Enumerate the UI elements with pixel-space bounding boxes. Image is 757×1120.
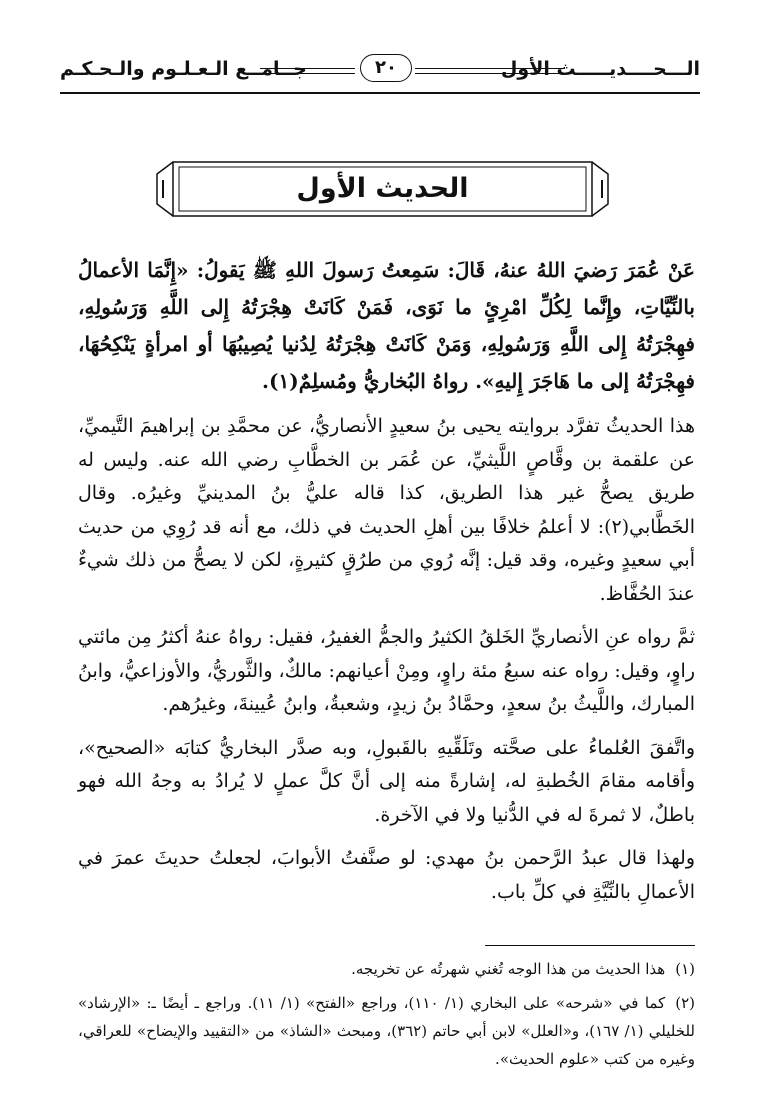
footnotes [78,955,695,1079]
chapter-title-box [155,160,610,218]
footnote [78,989,695,1073]
hadith-text: عَنْ عُمَرَ رَضيَ اللهُ عنهُ، قَالَ: سَمِعتُ رَسولَ اللهِ ﷺ يَقولُ: «إِنَّمَا الأعمالُ بالنِّيَّاتِ، وإِنَّما لِكُلِّ امْرِئٍ ما نَوَى، فَمَنْ كَانَتْ هِجْرَتُهُ إِلى اللَّهِ وَرَسُولِهِ، فهِجْرَتُهُ إِلى اللَّهِ وَرَسُولِهِ، وَمَنْ كَانَتْ هِجْرَتُهُ لِدُنيا يُصِيبُهَا أو امرأةٍ يَنْكِحُهَا، فهِجْرَتُهُ إلى ما هَاجَرَ إِليهِ». رواهُ البُخاريُّ ومُسلِمٌ(١). [78,258,695,393]
footnote-rule [485,945,695,946]
chapter-heading: الـــحــــديـــــث الأول [500,58,700,80]
header-double-rule-right [415,68,565,74]
paragraph: ثمَّ رواه عنِ الأنصاريِّ الخَلقُ الكثيرُ والجمُّ الغفيرُ، فقيل: رواهُ عنهُ أكثرُ مِن مائتي راوٍ، وقيل: رواه عنه سبعُ مئة راوٍ، ومِنْ أعيانهم: مالكٌ، والثَّوريُّ، والأوزاعيُّ، وابنُ المبارك، واللَّيثُ بنُ سعدٍ، وحمَّادُ بنُ زيدٍ، وشعبةُ، وابنُ عُيينةَ، وغيرُهم. [78,626,695,715]
book-title: جــامــع الـعـلـوم والـحـكـم [60,58,307,80]
main-text [78,252,695,919]
header-rule [60,92,700,94]
paragraph: ولهذا قال عبدُ الرَّحمن بنُ مهدي: لو صنَّفتُ الأبوابَ، لجعلتُ حديثَ عمرَ في الأعمالِ بالنِّيَّةِ في كلِّ باب. [78,847,695,903]
footnote-text: كما في «شرحه» على البخاري (١/ ١١٠)، وراجع «الفتح» (١/ ١١). وراجع ـ أيضًا ـ: «الإرشاد» للخليلي (١/ ١٦٧)، و«العلل» لابن أبي حاتم (٣٦٢)، ومبحث «الشاذ» من «التقييد والإيضاح» للعراقي، وغيره من كتب «علوم الحديث». [78,994,695,1068]
paragraph: واتَّفقَ العُلماءُ على صحَّته وتَلَقِّيهِ بالقَبولِ، وبه صدَّر البخاريُّ كتابَه «الصحيح»، وأقامه مقامَ الخُطبةِ له، إشارةً منه إلى أنَّ كلَّ عملٍ لا يُرادُ به وجهُ الله فهو باطلٌ، لا ثمرةَ له في الدُّنيا ولا في الآخرة. [78,736,695,826]
footnote-number: (٢) [675,994,695,1012]
page-number: ٢٠ [360,54,412,82]
footnote-text: هذا الحديث من هذا الوجه تُغني شهرتُه عن تخريجه. [351,960,666,978]
footnote [78,955,695,983]
paragraph: هذا الحديثُ تفرَّد بروايته يحيى بنُ سعيدٍ الأنصاريُّ، عن محمَّدِ بن إبراهيمَ التَّيميِّ، عن علقمة بن وقَّاصٍ اللَّيثيِّ، عن عُمَر بن الخطَّابِ رضي الله عنه. وليس له طريق يصحُّ غير هذا الطريق، كذا قاله عليُّ بنُ المدينيِّ وغيرُه. وقال الخَطَّابي(٢): لا أعلمُ خلافًا بين أهلِ الحديث في ذلك، مع أنه قد رُوِي من حديث أبي سعيدٍ وغيره، وقد قيل: إنَّه رُوي من طرُقٍ كثيرةٍ، لكن لا يصحُّ من ذلك شيءٌ عندَ الحُفَّاظ. [78,415,695,605]
chapter-title: الحديث الأول [296,173,469,204]
running-header [60,52,700,92]
footnote-number: (١) [675,960,695,978]
